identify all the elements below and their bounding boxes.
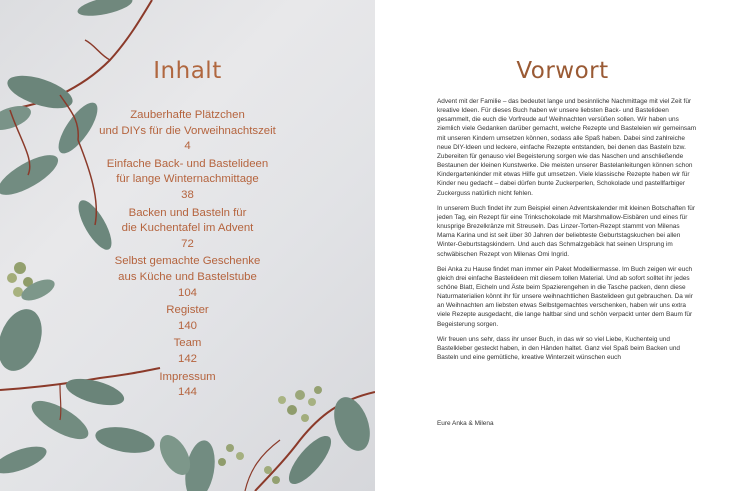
toc-entry-title: Einfache Back- und Bastelideen für lange Winternachmittage xyxy=(106,157,269,186)
toc-entry-page: 140 xyxy=(177,319,198,332)
toc-entry[interactable] xyxy=(120,303,255,334)
preface-paragraph: In unserem Buch findet ihr zum Beispiel einen Adventskalender mit kleinen Botschaften für jeden Tag, ein Rezept für eine Trinkschokolade mit Marshmallow-Eisbären und eines für knusprige Brezelkränze mit Streuseln. Das Linzer-Torten-Rezept stammt von Milenas Mama Karina und ist seit über 30 Jahren der beliebteste Geburtstagskuchen bei allen Winter-Geburtstagskindern. Und auch das Schmalzgebäck hat seinen Ursprung im schwäbischen Rezept von Milenas Omi Ingrid. xyxy=(437,204,695,258)
toc-entry[interactable] xyxy=(106,157,269,204)
preface-body xyxy=(437,97,699,368)
toc-entry-page: 104 xyxy=(177,286,198,299)
toc-entry-title: Register xyxy=(166,304,209,317)
toc-entry-page: 72 xyxy=(181,237,194,250)
preface-paragraph: Bei Anka zu Hause findet man immer ein Paket Modelliermasse. Im Buch zeigen wir euch gleich drei einfache Bastelideen mit diesem tollen Material. Und ab sofort solltet ihr jedes schöne Blatt, Eicheln und Äste beim Spazierengehen in die Tasche packen, denn diese Naturmaterialien könnt ihr für unsere weihnachtlichen Bastelideen gut gebrauchen. Da wir an Weihnachten am liebsten etwas Selbstgemachtes verschenken, haben wir uns extra viele Rezepte ausgedacht, die lange haltbar sind und schön verpackt unter dem Baum für Begeisterung sorgen. xyxy=(437,265,693,328)
toc-entry-title: Selbst gemachte Geschenke aus Küche und Bastelstube xyxy=(114,255,261,283)
preface-signature: Eure Anka & Milena xyxy=(437,420,494,427)
toc-entry-title: Impressum xyxy=(159,370,216,383)
contents-title: Inhalt xyxy=(153,58,222,84)
preface-paragraph: Wir freuen uns sehr, dass ihr unser Buch, in das wir so viel Liebe, Kuchenteig und Bastelkleber gesteckt haben, in den Händen haltet. Ganz viel Spaß beim Backen und Basteln und eine gemütliche, kreative Winterzeit wünschen euch xyxy=(437,335,680,362)
toc-entry-page: 144 xyxy=(177,386,198,399)
toc-entry-page: 4 xyxy=(184,140,191,153)
contents-list xyxy=(99,108,276,403)
toc-entry[interactable] xyxy=(120,370,255,401)
toc-entry-title: Team xyxy=(173,337,202,350)
toc-entry[interactable] xyxy=(120,206,255,253)
toc-entry-page: 38 xyxy=(181,188,194,201)
toc-entry-title: Backen und Basteln für die Kuchentafel im Advent xyxy=(121,206,254,235)
preface-title: Vorwort xyxy=(516,58,609,84)
toc-entry-page: 142 xyxy=(177,352,198,365)
toc-entry[interactable] xyxy=(114,254,261,301)
preface-paragraph: Advent mit der Familie – das bedeutet lange und besinnliche Nachmittage mit viel Zeit für kreative Ideen. Für dieses Buch haben wir unsere liebsten Back- und Bastelideen gesammelt, die euch die Vorfreude auf Weihnachten versüßen sollen. Wir haben uns ziemlich viele Gedanken darüber gemacht, welche Rezepte und Basteleien wir gemeinsam mit unseren Kindern umsetzen können, sodass alle Spaß haben. Dabei sind zahlreiche neue DIY-Ideen und leckere, einfache Rezepte entstanden, bei denen das Basteln bzw. Zubereiten für genauso viel Begeisterung sorgen wie das Naschen und anschließende Bestaunen der kleinen Kunstwerke. Die meisten unserer Bastelanleitungen können schon Kindergartenkinder mit etwas Hilfe gut umsetzen. Viele klassische Rezepte haben wir für Kinder neu gedacht – dabei dürfen bunte Zuckerperlen, Schokolade und pastellfarbiger Zuckerguss natürlich nicht fehlen. xyxy=(437,98,697,197)
toc-entry[interactable] xyxy=(120,336,255,367)
toc-entry-title: Zauberhafte Plätzchen und DIYs für die Vorweihnachtszeit xyxy=(99,109,276,137)
toc-entry[interactable] xyxy=(99,108,276,155)
preface-page xyxy=(375,0,750,491)
